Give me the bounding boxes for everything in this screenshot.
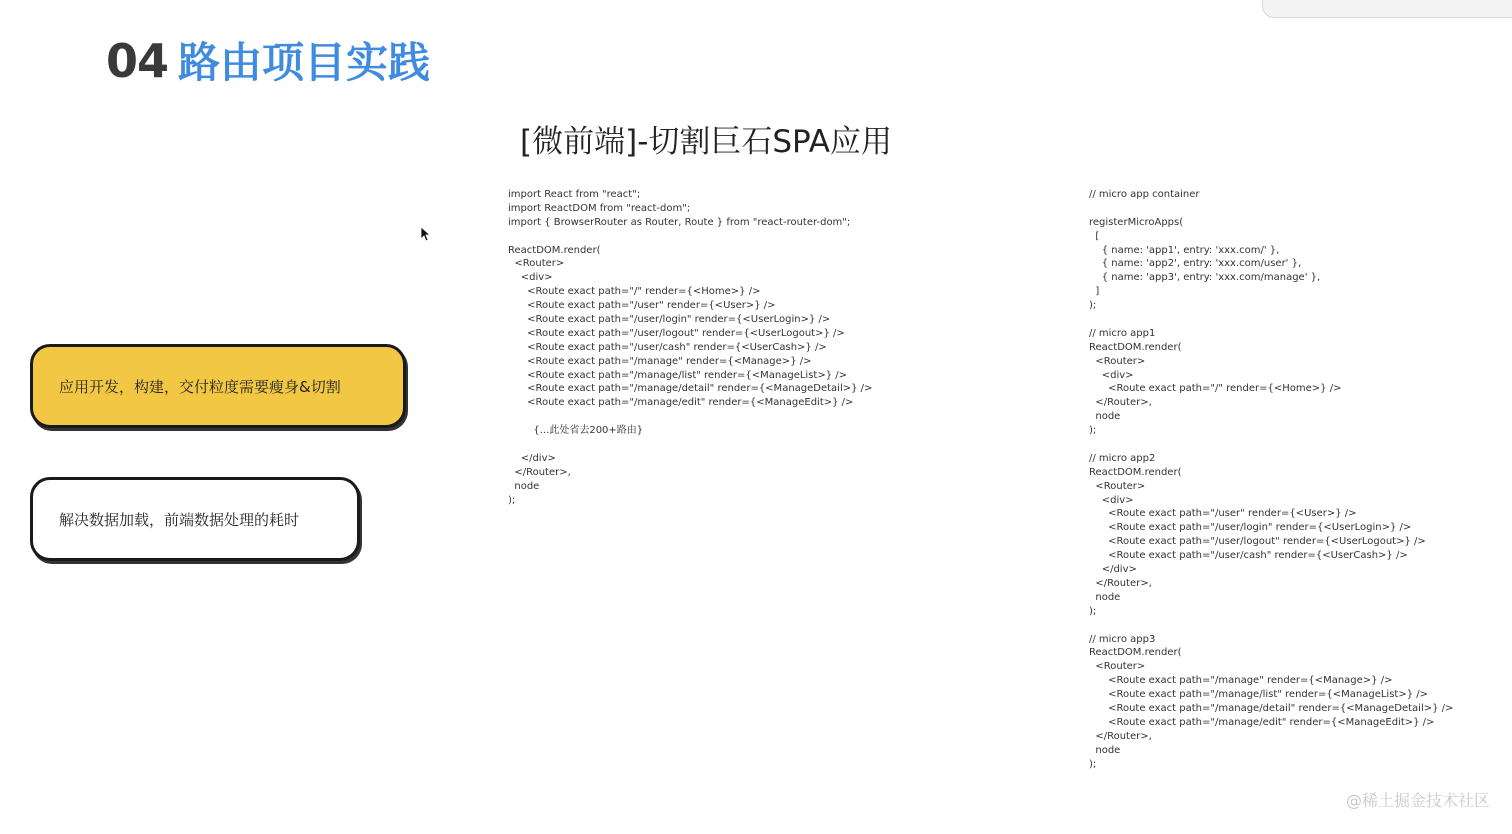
code-line: ReactDOM.render( — [508, 244, 601, 256]
code-line: <Route exact path="/user/logout" render={<UserLogout>} /> — [1089, 536, 1426, 548]
code-line: registerMicroApps( — [1089, 216, 1184, 228]
code-line — [1089, 313, 1453, 327]
code-line: <div> — [508, 272, 553, 284]
code-line: // micro app3 — [1089, 633, 1156, 645]
code-line: import { BrowserRouter as Router, Route } from "react-router-dom"; — [508, 216, 851, 228]
code-line: </div> — [508, 452, 556, 464]
code-line: [ — [1089, 230, 1100, 242]
code-line: ); — [1089, 758, 1097, 770]
code-line: node — [1089, 411, 1121, 423]
code-line: // micro app1 — [1089, 327, 1156, 339]
code-line: { name: 'app3', entry: 'xxx.com/manage' }, — [1089, 272, 1321, 284]
code-line: import React from "react"; — [508, 189, 641, 200]
note-card-data-loading — [30, 477, 360, 561]
code-line — [508, 230, 872, 244]
code-line: <Route exact path="/manage/list" render={<ManageList>} /> — [508, 369, 848, 381]
code-line: node — [1089, 591, 1121, 603]
code-line: <Route exact path="/manage/list" render={<ManageList>} /> — [1089, 689, 1429, 701]
code-line: { name: 'app1', entry: 'xxx.com/' }, — [1089, 244, 1280, 256]
slide-subtitle: [微前端]-切割巨石SPA应用 — [520, 124, 892, 160]
code-line: </Router>, — [508, 466, 571, 478]
code-line: ] — [1089, 286, 1100, 298]
code-line: ReactDOM.render( — [1089, 466, 1182, 478]
slide-heading — [106, 30, 430, 90]
code-line: <Route exact path="/user/login" render={<UserLogin>} /> — [508, 314, 831, 326]
code-line: <Router> — [1089, 661, 1146, 673]
code-line: ReactDOM.render( — [1089, 647, 1182, 659]
code-line: ); — [1089, 605, 1097, 617]
code-line: {...此处省去200+路由} — [508, 425, 644, 437]
code-line: </Router>, — [1089, 397, 1152, 409]
code-line — [1089, 619, 1453, 633]
monolith-code-block — [508, 188, 872, 507]
code-line — [1089, 438, 1453, 452]
code-line: <Router> — [1089, 480, 1146, 492]
code-line: </Router>, — [1089, 577, 1152, 589]
code-line: <div> — [1089, 494, 1134, 506]
code-line: <Route exact path="/manage/detail" render={<ManageDetail>} /> — [508, 383, 873, 395]
code-line: node — [508, 480, 540, 492]
code-line: ); — [1089, 425, 1097, 437]
code-line: { name: 'app2', entry: 'xxx.com/user' }, — [1089, 258, 1302, 270]
code-line: <Router> — [508, 258, 565, 270]
code-line: </Router>, — [1089, 730, 1152, 742]
code-line: <Route exact path="/manage/detail" render={<ManageDetail>} /> — [1089, 702, 1454, 714]
code-line: <Route exact path="/manage" render={<Manage>} /> — [1089, 675, 1393, 687]
note-card-text: 应用开发，构建，交付粒度需要瘦身&切割 — [59, 377, 341, 396]
micro-apps-code-block — [1089, 188, 1453, 771]
code-line: <Route exact path="/" render={<Home>} /> — [1089, 383, 1342, 395]
code-line: <Route exact path="/manage/edit" render={<ManageEdit>} /> — [508, 397, 854, 409]
code-line: // micro app container — [1089, 189, 1200, 200]
code-line: // micro app2 — [1089, 452, 1156, 464]
note-card-text: 解决数据加载，前端数据处理的耗时 — [59, 510, 300, 529]
code-line: node — [1089, 744, 1121, 756]
section-number: 04 — [106, 34, 169, 88]
code-line: <Route exact path="/user" render={<User>} /> — [1089, 508, 1357, 520]
code-line: <Route exact path="/user/login" render={<UserLogin>} /> — [1089, 522, 1412, 534]
code-line — [1089, 202, 1453, 216]
code-line — [508, 438, 872, 452]
code-line: <Route exact path="/user/cash" render={<UserCash>} /> — [1089, 550, 1408, 562]
code-line: <div> — [1089, 369, 1134, 381]
code-line — [508, 410, 872, 424]
code-line: <Router> — [1089, 355, 1146, 367]
code-line: <Route exact path="/user" render={<User>} /> — [508, 300, 776, 312]
mouse-pointer-icon — [420, 226, 430, 242]
watermark: @稀土掘金技术社区 — [1345, 791, 1490, 810]
code-line: </div> — [1089, 564, 1137, 576]
top-right-tab — [1262, 0, 1512, 18]
code-line: <Route exact path="/user/logout" render={<UserLogout>} /> — [508, 327, 845, 339]
code-line: <Route exact path="/manage/edit" render={<ManageEdit>} /> — [1089, 716, 1435, 728]
code-line: <Route exact path="/manage" render={<Manage>} /> — [508, 355, 812, 367]
code-line: <Route exact path="/" render={<Home>} /> — [508, 286, 761, 298]
code-line: ); — [508, 494, 516, 506]
section-title: 路由项目实践 — [178, 38, 431, 87]
code-line: import ReactDOM from "react-dom"; — [508, 202, 691, 214]
note-card-slim-down — [30, 344, 406, 428]
code-line: ); — [1089, 300, 1097, 312]
code-line: ReactDOM.render( — [1089, 341, 1182, 353]
code-line: <Route exact path="/user/cash" render={<UserCash>} /> — [508, 341, 827, 353]
